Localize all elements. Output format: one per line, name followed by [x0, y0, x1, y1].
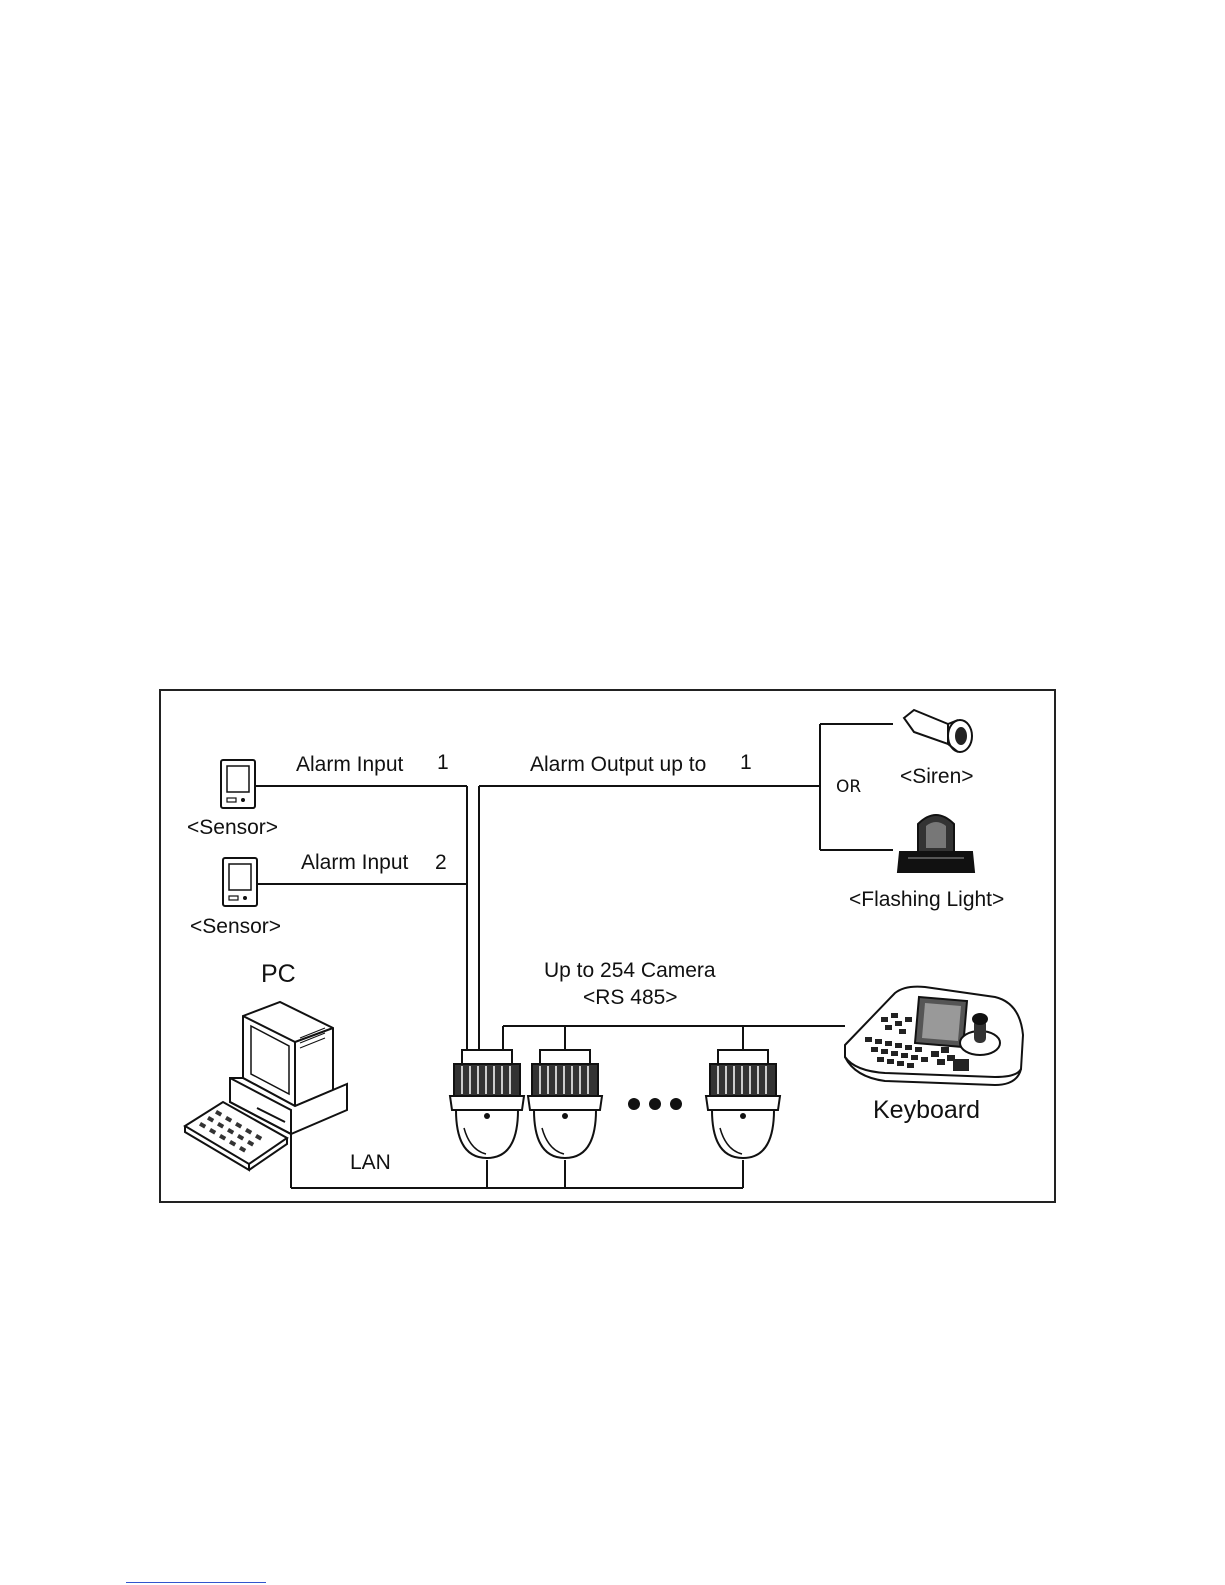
alarm-output-number: 1 — [740, 751, 752, 774]
footer-rule — [126, 1582, 266, 1583]
sensor-2-label: <Sensor> — [190, 915, 282, 938]
alarm-input-1-label: Alarm Input — [296, 753, 404, 776]
rs485-label: <RS 485> — [583, 986, 678, 1009]
pc-label: PC — [261, 960, 296, 988]
more-cameras-ellipsis — [628, 1098, 682, 1110]
lan-label: LAN — [350, 1151, 391, 1174]
or-label: OR — [836, 777, 862, 797]
alarm-input-2-number: 2 — [435, 851, 447, 874]
camera-count-label: Up to 254 Camera — [544, 959, 716, 982]
sensor-icon — [223, 858, 257, 906]
alarm-input-1-number: 1 — [437, 751, 449, 774]
sensor-1-label: <Sensor> — [187, 816, 279, 839]
sensor-icon — [221, 760, 255, 808]
dome-camera-icon — [450, 1050, 524, 1158]
flashing-light-label: <Flashing Light> — [849, 888, 1005, 911]
dome-camera-icon — [528, 1050, 602, 1158]
alarm-input-2-label: Alarm Input — [301, 851, 409, 874]
dome-camera-icon — [706, 1050, 780, 1158]
siren-label: <Siren> — [900, 765, 974, 788]
keyboard-label: Keyboard — [873, 1096, 981, 1124]
alarm-output-label: Alarm Output up to — [530, 753, 707, 776]
